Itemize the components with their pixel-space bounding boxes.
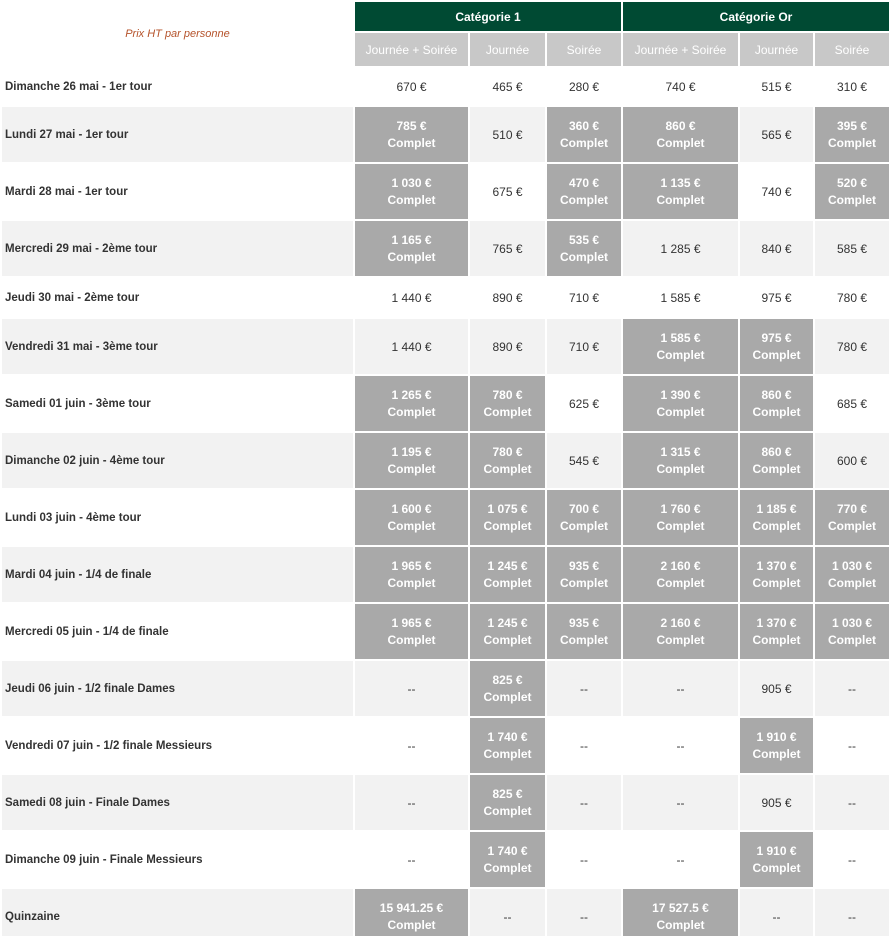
price-value: 1 265 € [391, 387, 432, 402]
sub-header-cat1-soiree: Soirée [546, 32, 622, 67]
price-value: 1 195 € [391, 444, 432, 459]
price-cell-complet [354, 106, 469, 163]
price-value: 780 € [836, 339, 868, 354]
complet-badge: Complet [656, 917, 705, 932]
complet-badge: Complet [752, 575, 801, 590]
price-cell-complet [546, 489, 622, 546]
price-value: 905 € [761, 795, 792, 810]
complet-badge: Complet [387, 192, 436, 207]
price-cell [546, 277, 622, 318]
price-cell [469, 67, 546, 106]
row-label: Dimanche 26 mai - 1er tour [1, 67, 354, 106]
complet-badge: Complet [483, 803, 532, 818]
price-value: 780 € [836, 290, 868, 305]
price-cell-complet [739, 546, 814, 603]
price-value: -- [772, 909, 781, 924]
price-value: 935 € [568, 615, 600, 630]
price-cell [546, 660, 622, 717]
complet-badge: Complet [752, 347, 801, 362]
price-cell [739, 660, 814, 717]
price-value: 1 740 € [487, 843, 528, 858]
price-cell [354, 774, 469, 831]
complet-badge: Complet [483, 632, 532, 647]
price-cell-complet [469, 831, 546, 888]
price-cell [739, 220, 814, 277]
price-cell-complet [469, 774, 546, 831]
category-or-header: Catégorie Or [622, 1, 889, 32]
price-value: -- [407, 852, 416, 867]
table-row [1, 888, 889, 936]
price-value: 545 € [568, 453, 600, 468]
row-label: Mercredi 05 juin - 1/4 de finale [1, 603, 354, 660]
sub-header-cat1-journee-soiree: Journée + Soirée [354, 32, 469, 67]
price-value: 1 185 € [756, 501, 797, 516]
price-cell [354, 318, 469, 375]
price-value: 1 285 € [660, 241, 701, 256]
price-value: 840 € [761, 241, 792, 256]
price-value: 395 € [836, 118, 868, 133]
price-cell-complet [354, 603, 469, 660]
row-label: Mardi 04 juin - 1/4 de finale [1, 546, 354, 603]
price-cell [546, 432, 622, 489]
price-value: -- [580, 738, 588, 753]
price-value: -- [848, 738, 856, 753]
price-cell-complet [739, 831, 814, 888]
table-row [1, 717, 889, 774]
price-value: 1 965 € [391, 558, 432, 573]
price-value: 625 € [568, 396, 600, 411]
price-value: 765 € [492, 241, 523, 256]
price-cell-complet [469, 375, 546, 432]
price-cell [546, 318, 622, 375]
price-value: -- [676, 852, 685, 867]
price-value: -- [580, 909, 588, 924]
price-cell [814, 375, 889, 432]
price-value: 780 € [492, 444, 523, 459]
price-value: -- [580, 681, 588, 696]
row-label: Jeudi 30 mai - 2ème tour [1, 277, 354, 318]
price-cell-complet [469, 546, 546, 603]
price-value: 1 910 € [756, 729, 797, 744]
complet-badge: Complet [828, 135, 876, 150]
price-cell [354, 717, 469, 774]
table-body [1, 67, 889, 936]
price-value: -- [580, 852, 588, 867]
price-value: 310 € [836, 79, 868, 94]
price-value: 1 370 € [756, 615, 797, 630]
price-value: 17 527.5 € [652, 900, 709, 915]
row-label: Lundi 27 mai - 1er tour [1, 106, 354, 163]
price-cell [622, 660, 739, 717]
price-value: 1 760 € [660, 501, 701, 516]
complet-badge: Complet [560, 135, 608, 150]
complet-badge: Complet [483, 461, 532, 476]
price-value: -- [407, 795, 416, 810]
price-cell-complet [739, 432, 814, 489]
price-cell-complet [814, 603, 889, 660]
price-cell [354, 277, 469, 318]
price-value: 860 € [761, 387, 792, 402]
price-value: -- [580, 795, 588, 810]
price-value: 1 165 € [391, 232, 432, 247]
price-cell [814, 831, 889, 888]
row-label: Quinzaine [1, 888, 354, 936]
price-cell-complet [622, 163, 739, 220]
price-value: -- [848, 681, 856, 696]
price-value: 1 440 € [391, 339, 432, 354]
price-cell-complet [469, 603, 546, 660]
complet-badge: Complet [483, 575, 532, 590]
table-row [1, 163, 889, 220]
sub-header-or-journee-soiree: Journée + Soirée [622, 32, 739, 67]
price-cell-complet [814, 163, 889, 220]
price-cell-complet [469, 432, 546, 489]
price-value: 825 € [492, 786, 523, 801]
row-label: Vendredi 07 juin - 1/2 finale Messieurs [1, 717, 354, 774]
complet-badge: Complet [656, 632, 705, 647]
complet-badge: Complet [483, 689, 532, 704]
price-cell [814, 220, 889, 277]
price-cell [622, 220, 739, 277]
price-cell [739, 67, 814, 106]
price-cell [622, 717, 739, 774]
price-value: 700 € [568, 501, 600, 516]
category-header-row [1, 1, 889, 32]
complet-badge: Complet [752, 746, 801, 761]
price-cell [814, 774, 889, 831]
price-cell [469, 888, 546, 936]
price-value: -- [848, 909, 856, 924]
complet-badge: Complet [483, 404, 532, 419]
price-value: 740 € [761, 184, 792, 199]
complet-badge: Complet [828, 575, 876, 590]
price-cell [469, 277, 546, 318]
complet-badge: Complet [483, 518, 532, 533]
price-cell [739, 106, 814, 163]
table-row [1, 375, 889, 432]
price-value: -- [676, 738, 685, 753]
complet-badge: Complet [752, 404, 801, 419]
price-value: 785 € [396, 118, 427, 133]
price-cell-complet [814, 489, 889, 546]
price-cell-complet [814, 106, 889, 163]
sub-header-or-journee: Journée [739, 32, 814, 67]
table-row [1, 277, 889, 318]
price-value: 510 € [492, 127, 523, 142]
complet-badge: Complet [560, 192, 608, 207]
price-value: 710 € [568, 339, 600, 354]
price-cell-complet [354, 375, 469, 432]
price-cell-complet [739, 318, 814, 375]
table-row [1, 106, 889, 163]
category-1-header: Catégorie 1 [354, 1, 622, 32]
price-cell [469, 106, 546, 163]
price-cell [814, 432, 889, 489]
price-value: 1 075 € [487, 501, 528, 516]
table-row [1, 489, 889, 546]
price-value: 710 € [568, 290, 600, 305]
price-value: 1 910 € [756, 843, 797, 858]
price-value: 770 € [836, 501, 868, 516]
price-cell [739, 163, 814, 220]
price-value: 890 € [492, 339, 523, 354]
price-value: -- [848, 852, 856, 867]
price-value: 905 € [761, 681, 792, 696]
price-value: -- [503, 909, 512, 924]
price-cell-complet [739, 489, 814, 546]
complet-badge: Complet [560, 632, 608, 647]
price-value: 1 030 € [831, 558, 873, 573]
row-label: Vendredi 31 mai - 3ème tour [1, 318, 354, 375]
price-value: 1 030 € [391, 175, 432, 190]
complet-badge: Complet [387, 575, 436, 590]
row-label: Dimanche 09 juin - Finale Messieurs [1, 831, 354, 888]
price-cell [739, 774, 814, 831]
row-label: Dimanche 02 juin - 4ème tour [1, 432, 354, 489]
row-label: Mardi 28 mai - 1er tour [1, 163, 354, 220]
price-value: 465 € [492, 79, 523, 94]
complet-badge: Complet [656, 347, 705, 362]
price-value: 1 030 € [831, 615, 873, 630]
price-cell-complet [354, 489, 469, 546]
price-cell-complet [622, 489, 739, 546]
complet-badge: Complet [656, 135, 705, 150]
price-cell-complet [814, 546, 889, 603]
table-row [1, 432, 889, 489]
price-value: 600 € [836, 453, 868, 468]
price-value: 1 740 € [487, 729, 528, 744]
price-value: 1 390 € [660, 387, 701, 402]
price-cell [546, 717, 622, 774]
complet-badge: Complet [560, 249, 608, 264]
price-value: 1 245 € [487, 615, 528, 630]
price-value: 280 € [568, 79, 600, 94]
price-cell [546, 67, 622, 106]
price-value: -- [407, 738, 416, 753]
sub-header-cat1-journee: Journée [469, 32, 546, 67]
price-value: 975 € [761, 330, 792, 345]
price-cell [469, 163, 546, 220]
price-cell [354, 67, 469, 106]
complet-badge: Complet [560, 518, 608, 533]
price-value: 1 370 € [756, 558, 797, 573]
price-value: -- [676, 795, 685, 810]
price-cell-complet [546, 106, 622, 163]
price-cell-complet [354, 163, 469, 220]
complet-badge: Complet [828, 192, 876, 207]
price-value: 890 € [492, 290, 523, 305]
price-cell [622, 831, 739, 888]
complet-badge: Complet [656, 575, 705, 590]
price-cell-complet [739, 603, 814, 660]
row-label: Mercredi 29 mai - 2ème tour [1, 220, 354, 277]
complet-badge: Complet [752, 518, 801, 533]
complet-badge: Complet [656, 461, 705, 476]
price-value: 1 440 € [391, 290, 432, 305]
price-cell [622, 277, 739, 318]
price-cell-complet [469, 660, 546, 717]
price-cell [814, 67, 889, 106]
price-cell [814, 277, 889, 318]
price-cell-complet [622, 375, 739, 432]
price-cell-complet [546, 546, 622, 603]
price-cell [354, 831, 469, 888]
complet-badge: Complet [483, 860, 532, 875]
row-label: Lundi 03 juin - 4ème tour [1, 489, 354, 546]
price-value: 670 € [396, 79, 427, 94]
complet-badge: Complet [656, 192, 705, 207]
price-cell [622, 774, 739, 831]
price-cell-complet [622, 603, 739, 660]
table-row [1, 774, 889, 831]
row-label: Jeudi 06 juin - 1/2 finale Dames [1, 660, 354, 717]
price-value: 1 315 € [660, 444, 701, 459]
table-row [1, 318, 889, 375]
table-row [1, 546, 889, 603]
price-value: 1 965 € [391, 615, 432, 630]
price-value: 2 160 € [660, 558, 701, 573]
price-cell-complet [469, 717, 546, 774]
price-value: 740 € [665, 79, 696, 94]
price-cell [469, 318, 546, 375]
price-value: -- [848, 795, 856, 810]
price-value: 825 € [492, 672, 523, 687]
price-value: 565 € [761, 127, 792, 142]
price-cell-complet [354, 888, 469, 936]
price-caption: Prix HT par personne [1, 1, 354, 67]
price-value: 935 € [568, 558, 600, 573]
complet-badge: Complet [387, 917, 436, 932]
price-value: 1 600 € [391, 501, 432, 516]
price-cell [814, 660, 889, 717]
complet-badge: Complet [752, 461, 801, 476]
price-cell-complet [622, 546, 739, 603]
price-cell-complet [469, 489, 546, 546]
price-cell-complet [546, 220, 622, 277]
price-value: 1 245 € [487, 558, 528, 573]
price-value: 685 € [836, 396, 868, 411]
sub-header-or-soiree: Soirée [814, 32, 889, 67]
price-cell [354, 660, 469, 717]
price-cell-complet [622, 106, 739, 163]
row-label: Samedi 01 juin - 3ème tour [1, 375, 354, 432]
price-value: 975 € [761, 290, 792, 305]
price-cell [546, 888, 622, 936]
price-cell-complet [622, 318, 739, 375]
complet-badge: Complet [752, 632, 801, 647]
price-value: 860 € [761, 444, 792, 459]
price-cell-complet [546, 163, 622, 220]
price-cell-complet [354, 432, 469, 489]
price-cell-complet [354, 220, 469, 277]
price-cell-complet [739, 717, 814, 774]
price-value: 15 941.25 € [379, 900, 444, 915]
complet-badge: Complet [752, 860, 801, 875]
price-cell [814, 717, 889, 774]
table-row [1, 660, 889, 717]
table-row [1, 220, 889, 277]
price-value: 780 € [492, 387, 523, 402]
complet-badge: Complet [387, 461, 436, 476]
table-row [1, 67, 889, 106]
complet-badge: Complet [387, 249, 436, 264]
complet-badge: Complet [828, 632, 876, 647]
complet-badge: Complet [387, 135, 436, 150]
price-cell-complet [739, 375, 814, 432]
price-value: 535 € [568, 232, 600, 247]
price-cell [814, 318, 889, 375]
complet-badge: Complet [387, 404, 436, 419]
price-cell [546, 774, 622, 831]
price-value: 2 160 € [660, 615, 701, 630]
complet-badge: Complet [828, 518, 876, 533]
price-value: 515 € [761, 79, 792, 94]
price-cell-complet [354, 546, 469, 603]
complet-badge: Complet [387, 518, 436, 533]
price-cell [546, 831, 622, 888]
table-row [1, 831, 889, 888]
complet-badge: Complet [656, 404, 705, 419]
price-cell [739, 277, 814, 318]
price-cell [739, 888, 814, 936]
price-value: 520 € [836, 175, 868, 190]
row-label: Samedi 08 juin - Finale Dames [1, 774, 354, 831]
price-cell-complet [622, 432, 739, 489]
price-cell [546, 375, 622, 432]
complet-badge: Complet [560, 575, 608, 590]
price-cell [622, 67, 739, 106]
price-value: -- [407, 681, 416, 696]
complet-badge: Complet [387, 632, 436, 647]
price-value: 1 135 € [660, 175, 701, 190]
complet-badge: Complet [483, 746, 532, 761]
price-value: -- [676, 681, 685, 696]
price-value: 585 € [836, 241, 868, 256]
price-cell [469, 220, 546, 277]
price-cell [814, 888, 889, 936]
complet-badge: Complet [656, 518, 705, 533]
table-row [1, 603, 889, 660]
price-value: 860 € [665, 118, 696, 133]
price-value: 1 585 € [660, 330, 701, 345]
price-value: 675 € [492, 184, 523, 199]
price-value: 470 € [568, 175, 600, 190]
price-cell-complet [622, 888, 739, 936]
price-value: 1 585 € [660, 290, 701, 305]
price-cell-complet [546, 603, 622, 660]
price-value: 360 € [568, 118, 600, 133]
